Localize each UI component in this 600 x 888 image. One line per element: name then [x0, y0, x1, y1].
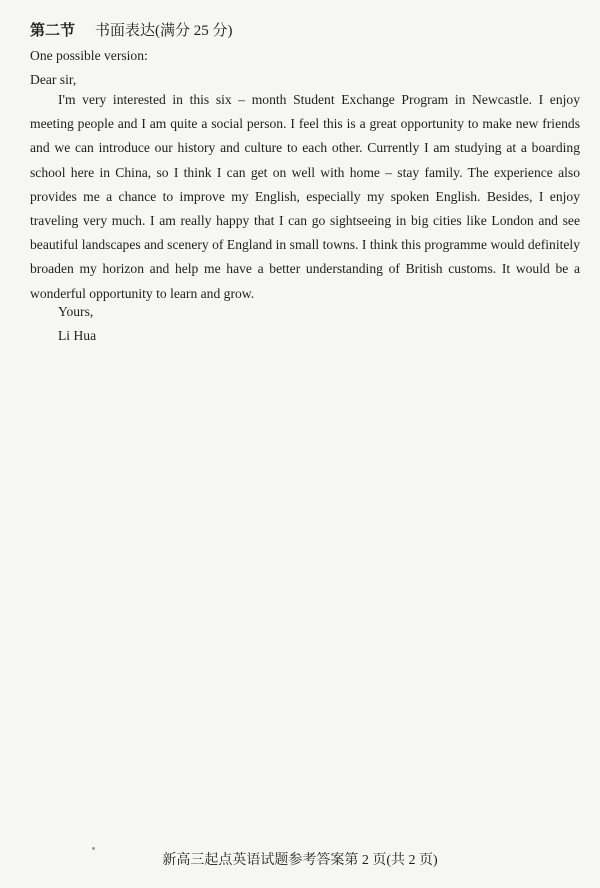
letter-closing: Yours, — [58, 304, 94, 319]
section-heading — [30, 21, 233, 41]
scan-speck — [92, 847, 95, 850]
letter-body: I'm very interested in this six – month Student Exchange Program in Newcastle. I enjoy meeting people and I am quite a social person. I feel this is a great opportunity to make new friends and we can introduce our history and culture to each other. Currently I am studying at a boarding school here in China, so I think I can get on well with home – stay family. The experience also provides me a chance to improve my English, especially my spoken English. Besides, I enjoy traveling very much. I am really happy that I can go sightseeing in big cities like London and see beautiful landscapes and scenery of England in small towns. I think this programme would definitely broaden my horizon and help me have a better understanding of British customs. It would be a wonderful opportunity to learn and grow. — [30, 92, 580, 301]
section-number: 第二节 — [30, 23, 76, 39]
letter-signature: Li Hua — [58, 328, 97, 343]
version-label: One possible version: — [30, 48, 148, 63]
letter-salutation: Dear sir, — [30, 72, 77, 87]
section-title: 书面表达(满分 25 分) — [95, 23, 233, 39]
page-footer: 新高三起点英语试题参考答案第 2 页(共 2 页) — [162, 853, 438, 868]
